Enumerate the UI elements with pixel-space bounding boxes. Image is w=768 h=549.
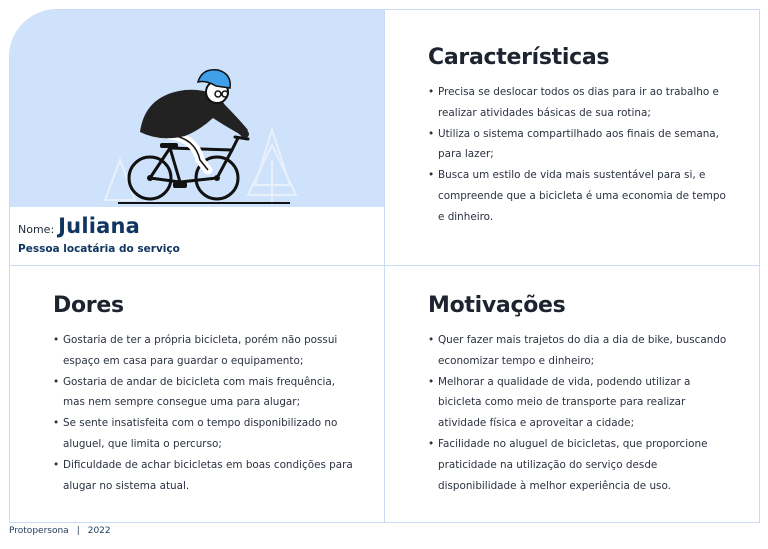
caracteristicas-list — [428, 82, 728, 228]
dores-title: Dores — [53, 293, 124, 318]
cyclist-illustration — [10, 10, 385, 207]
profile-panel — [9, 9, 385, 266]
caracteristicas-title: Características — [428, 45, 610, 70]
list-item: • Precisa se deslocar todos os dias para ir ao trabalho e realizar atividades básicas de sua rotina; — [428, 82, 728, 124]
illustration-area — [10, 10, 384, 207]
name-row — [18, 214, 140, 238]
list-item: • Gostaria de ter a própria bicicleta, porém não possui espaço em casa para guardar o equipamento; — [53, 330, 353, 372]
list-item: • Facilidade no aluguel de bicicletas, que proporcione praticidade na utilização do serviço desde disponibilidade à melhor experiência de uso. — [428, 434, 728, 496]
footer — [9, 526, 111, 536]
motivacoes-panel — [384, 265, 760, 523]
list-item: • Busca um estilo de vida mais sustentável para si, e compreende que a bicicleta é uma economia de tempo e dinheiro. — [428, 165, 728, 227]
list-item: • Quer fazer mais trajetos do dia a dia de bike, buscando economizar tempo e dinheiro; — [428, 330, 728, 372]
persona-name: Juliana — [58, 214, 141, 238]
list-item: • Gostaria de andar de bicicleta com mais frequência, mas nem sempre consegue uma para alugar; — [53, 372, 353, 414]
dores-panel — [9, 265, 385, 523]
name-label: Nome: — [18, 223, 55, 236]
motivacoes-list — [428, 330, 728, 496]
list-item: • Dificuldade de achar bicicletas em boas condições para alugar no sistema atual. — [53, 455, 353, 497]
persona-role: Pessoa locatária do serviço — [18, 243, 180, 255]
footer-separator: | — [76, 526, 80, 536]
list-item: • Se sente insatisfeita com o tempo disponibilizado no aluguel, que limita o percurso; — [53, 413, 353, 455]
list-item: • Utiliza o sistema compartilhado aos finais de semana, para lazer; — [428, 124, 728, 166]
caracteristicas-panel — [384, 9, 760, 266]
list-item: • Melhorar a qualidade de vida, podendo utilizar a bicicleta como meio de transporte para realizar atividade física e aproveitar a cidade; — [428, 372, 728, 434]
dores-list — [53, 330, 353, 496]
footer-label: Protopersona — [9, 526, 69, 536]
footer-year: 2022 — [87, 526, 111, 536]
motivacoes-title: Motivações — [428, 293, 566, 318]
